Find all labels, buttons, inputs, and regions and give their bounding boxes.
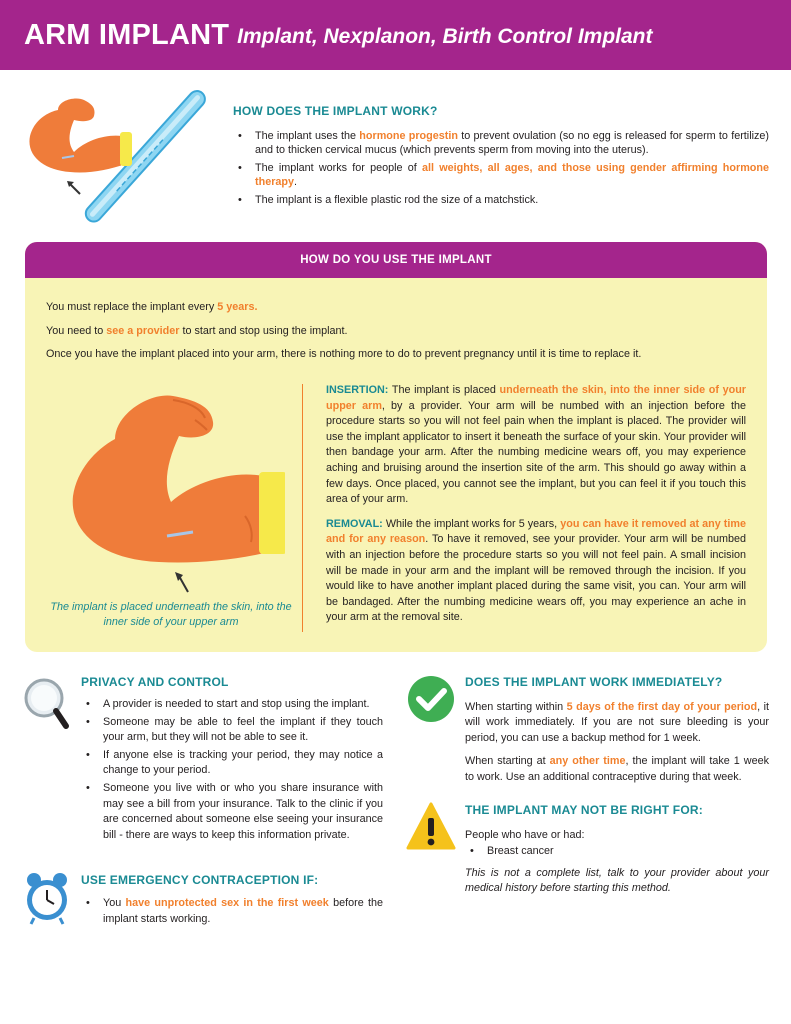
list-item: • The implant is a flexible plastic rod the size of a matchstick. xyxy=(233,193,769,207)
nothing-more-line: Once you have the implant placed into your arm, there is nothing more to do to prevent pregnancy until it is time to replace it. xyxy=(46,348,642,360)
list-item: • If anyone else is tracking your period, they may notice a change to your period. xyxy=(81,748,383,779)
page-header xyxy=(0,0,791,70)
checkmark-icon xyxy=(406,672,456,730)
list-item: • Someone you live with or who you share insurance with may see a bill from your insurance. Talk to the clinic if you are concerned about someone else seeing your insurance bill - there are ways to keep this information private. xyxy=(81,781,383,843)
privacy-list xyxy=(81,697,383,843)
not-right-intro: People who have or had: xyxy=(465,829,585,841)
how-use-summary xyxy=(46,300,746,371)
immediately-section xyxy=(465,675,769,785)
list-item: • You have unprotected sex in the first week before the implant starts working. xyxy=(81,896,383,927)
page-title: ARM IMPLANT xyxy=(24,18,230,51)
emergency-list xyxy=(81,896,383,927)
large-arm-illustration xyxy=(55,384,285,599)
list-item: • A provider is needed to start and stop using the implant. xyxy=(81,697,383,713)
how-works-section xyxy=(233,104,769,210)
not-right-note: This is not a complete list, talk to your provider about your medical history before starting this method. xyxy=(465,867,769,895)
not-right-list xyxy=(465,844,769,860)
how-use-panel xyxy=(25,242,767,652)
list-item: • Someone may be able to feel the implant if they touch your arm, but they will not be able to see it. xyxy=(81,715,383,746)
not-right-section xyxy=(465,803,769,897)
warning-icon xyxy=(406,800,456,858)
insertion-removal-text xyxy=(326,383,746,635)
insertion-paragraph: INSERTION: The implant is placed underneath the skin, into the inner side of your upper arm, by a provider. Your arm will be numbed with an injection before the procedure starts so you will not feel pain when the implant is placed. The provider will use the implant applicator to insert it beneath the surface of your skin. Your provider will then bandage your arm. After the numbing medicine wears off, you may experience aching and bruising around the insertion site of the arm. This should go away within a few days. Once placed, you cannot see the implant, but you can feel it if you touch this area of your arm. xyxy=(326,384,747,506)
arm-and-rod-illustration xyxy=(22,90,217,225)
list-item: • The implant uses the hormone progestin to prevent ovulation (so no egg is released for sperm to fertilize) and to thicken cervical mucus (which prevents sperm from moving into the uterus). xyxy=(233,129,769,158)
replace-line: You must replace the implant every 5 years. xyxy=(46,301,258,313)
how-use-heading: HOW DO YOU USE THE IMPLANT xyxy=(25,242,767,278)
within-5-days-paragraph: When starting within 5 days of the first day of your period, it will work immediately. If you are not sure bleeding is your period, you can use a backup method for 1 week. xyxy=(465,701,769,744)
emergency-heading: USE EMERGENCY CONTRACEPTION IF: xyxy=(81,873,319,887)
how-works-heading: HOW DOES THE IMPLANT WORK? xyxy=(233,104,438,118)
list-item: • The implant works for people of all weights, all ages, and those using gender affirming hormone therapy. xyxy=(233,161,769,190)
not-right-heading: THE IMPLANT MAY NOT BE RIGHT FOR: xyxy=(465,803,703,817)
column-divider xyxy=(302,384,303,632)
magnifier-icon xyxy=(22,676,72,734)
alarm-clock-icon xyxy=(22,870,72,928)
privacy-section xyxy=(81,675,383,845)
removal-paragraph: REMOVAL: While the implant works for 5 years, you can have it removed at any time and for any reason. To have it removed, see your provider. Your arm will be numbed with an injection before the procedure starts so you will not feel pain. A small incision will be made in your arm and the implant will be removed through the incision. If you would like to have another implant placed during the same visit, you can. Your arm will be bandaged. After the numbing medicine wears off, you may experience an ache in your arm at the removal site. xyxy=(326,517,746,624)
how-works-list xyxy=(233,129,769,207)
privacy-heading: PRIVACY AND CONTROL xyxy=(81,675,229,689)
list-item: • Breast cancer xyxy=(465,844,769,860)
other-time-paragraph: When starting at any other time, the implant will take 1 week to work. Use an additional contraceptive during that week. xyxy=(465,755,769,783)
arm-caption: The implant is placed underneath the skin, into the inner side of your upper arm xyxy=(50,601,292,628)
provider-line: You need to see a provider to start and stop using the implant. xyxy=(46,324,348,337)
emergency-section xyxy=(81,873,383,929)
page-subtitle: Implant, Nexplanon, Birth Control Implant xyxy=(237,24,653,48)
immediately-heading: DOES THE IMPLANT WORK IMMEDIATELY? xyxy=(465,675,723,689)
